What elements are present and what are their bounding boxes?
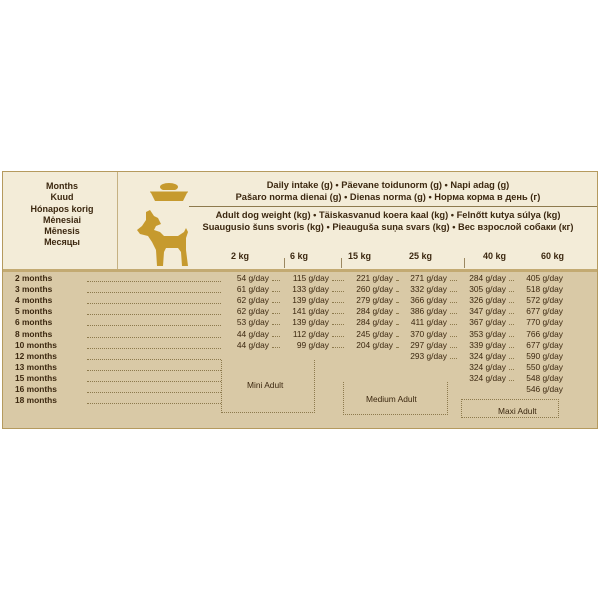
intake-value: 367 g/day: [469, 317, 506, 328]
intake-value: 133 g/day: [292, 284, 329, 295]
body-top-border: [3, 269, 597, 272]
intake-value: 411 g/day: [410, 317, 447, 328]
adult-weight-heading: [198, 210, 578, 233]
intake-value: 260 g/day: [356, 284, 393, 295]
intake-value: 115 g/day: [292, 273, 329, 283]
intake-value: 677 g/day: [526, 306, 563, 317]
month-label: 6 months: [15, 317, 53, 328]
table-row: [3, 284, 597, 295]
weight-separator: [284, 258, 285, 268]
intake-value: 44 g/day: [236, 339, 269, 350]
schnauzer-dog-icon: [134, 208, 192, 268]
intake-value: 62 g/day: [236, 306, 269, 317]
intake-value: 99 g/day: [296, 339, 329, 350]
leader-dots: [87, 348, 221, 349]
intake-value: 284 g/day: [469, 273, 506, 283]
weight-15kg: 15 kg: [347, 251, 371, 261]
intake-value: 332 g/day: [410, 284, 447, 295]
mini-adult-label: Mini Adult: [247, 380, 284, 390]
intake-value: 221 g/day: [356, 273, 393, 283]
daily-intake-text: Daily intake (g) • Päevane toidunorm (g) • Napi adag (g): [266, 180, 510, 190]
intake-value: 550 g/day: [526, 361, 563, 372]
months-label: [21, 181, 103, 249]
weight-40kg: 40 kg: [482, 251, 506, 261]
intake-value: 386 g/day: [410, 306, 447, 317]
intake-value: 61 g/day: [236, 284, 269, 295]
intake-value: 677 g/day: [526, 339, 563, 350]
weight-6kg: 6 kg: [289, 251, 308, 261]
months-label-en: Months: [46, 181, 78, 191]
intake-value: 324 g/day: [469, 350, 506, 361]
intake-value: 353 g/day: [469, 328, 506, 339]
daily-intake-heading: [198, 180, 578, 203]
weight-separator: [464, 258, 465, 268]
intake-value: 370 g/day: [410, 328, 447, 339]
leader-dots: [87, 314, 221, 315]
month-label: 4 months: [15, 295, 53, 306]
intake-value: 305 g/day: [469, 284, 506, 295]
intake-value: 112 g/day: [292, 328, 329, 339]
months-label-lt: Mėnesiai: [42, 214, 82, 225]
intake-value: 54 g/day: [236, 273, 269, 283]
maxi-adult-label: Maxi Adult: [498, 406, 537, 416]
month-label: 5 months: [15, 306, 53, 317]
month-label: 10 months: [15, 339, 57, 350]
intake-value: 284 g/day: [356, 306, 393, 317]
intake-value: 339 g/day: [469, 339, 506, 350]
weight-25kg: 25 kg: [408, 251, 432, 261]
leader-dots: [87, 303, 221, 304]
table-row: [3, 329, 597, 340]
intake-value: 766 g/day: [526, 328, 563, 339]
month-label: 18 months: [15, 395, 57, 406]
intake-value: 326 g/day: [469, 295, 506, 306]
header-divider-vertical: [117, 172, 118, 269]
leader-dots: [87, 281, 221, 282]
intake-value: 141 g/day: [292, 306, 329, 317]
month-label: 15 months: [15, 372, 57, 383]
weight-separator: [341, 258, 342, 268]
table-row: [3, 340, 597, 351]
adult-weight-text: Adult dog weight (kg) • Täiskasvanud koera kaal (kg) • Felnőtt kutya súlya (kg): [215, 210, 561, 220]
months-label-ru: Месяцы: [44, 237, 80, 248]
intake-value: 518 g/day: [526, 284, 563, 295]
month-label: 2 months: [15, 273, 53, 283]
weight-2kg: 2 kg: [230, 251, 249, 261]
intake-value: 279 g/day: [356, 295, 393, 306]
intake-value: 405 g/day: [526, 273, 563, 283]
intake-value: 546 g/day: [526, 384, 563, 394]
intake-value: 271 g/day: [410, 273, 447, 283]
month-label: 3 months: [15, 284, 53, 295]
table-row: [3, 273, 597, 284]
intake-value: 572 g/day: [526, 295, 563, 306]
intake-value: 44 g/day: [236, 328, 269, 339]
intake-value: 297 g/day: [410, 339, 447, 350]
months-label-hu: Hónapos korig: [30, 203, 94, 214]
daily-intake-text-2: Pašaro norma dienai (g) • Dienas norma (g) • Норма корма в день (г): [235, 191, 541, 202]
weight-60kg: 60 kg: [540, 251, 564, 261]
intake-value: 324 g/day: [469, 361, 506, 372]
intake-value: 366 g/day: [410, 295, 447, 306]
intake-value: 245 g/day: [356, 328, 393, 339]
months-label-et: Kuud: [50, 192, 74, 203]
table-row: [3, 295, 597, 306]
header-divider-horizontal: [189, 206, 597, 207]
month-label: 13 months: [15, 361, 57, 372]
intake-value: 770 g/day: [526, 317, 563, 328]
medium-adult-label: Medium Adult: [366, 394, 417, 404]
leader-dots: [87, 337, 221, 338]
leader-dots: [87, 292, 221, 293]
table-header: [3, 172, 597, 269]
intake-value: 347 g/day: [469, 306, 506, 317]
intake-value: 139 g/day: [292, 317, 329, 328]
months-label-lv: Mēnesis: [44, 226, 80, 237]
intake-value: 293 g/day: [410, 350, 447, 361]
leader-dots: [87, 370, 221, 371]
leader-dots: [87, 359, 221, 360]
leader-dots: [87, 392, 221, 393]
leader-dots: [87, 381, 221, 382]
intake-value: 139 g/day: [292, 295, 329, 306]
table-row: [3, 317, 597, 328]
intake-value: 324 g/day: [469, 372, 506, 383]
intake-value: 53 g/day: [236, 317, 269, 328]
intake-value: 204 g/day: [356, 339, 393, 350]
month-label: 8 months: [15, 328, 53, 339]
adult-weight-text-2: Suaugusio šuns svoris (kg) • Pieauguša suņa svars (kg) • Вес взрослой собаки (кг): [202, 221, 574, 232]
intake-value: 284 g/day: [356, 317, 393, 328]
food-bowl-icon: [147, 179, 191, 203]
leader-dots: [87, 403, 221, 404]
leader-dots: [87, 325, 221, 326]
feeding-table: [2, 171, 598, 429]
intake-value: 548 g/day: [526, 372, 563, 383]
month-label: 16 months: [15, 384, 57, 394]
intake-value: 590 g/day: [526, 350, 563, 361]
month-label: 12 months: [15, 350, 57, 361]
table-row: [3, 306, 597, 317]
intake-value: 62 g/day: [236, 295, 269, 306]
